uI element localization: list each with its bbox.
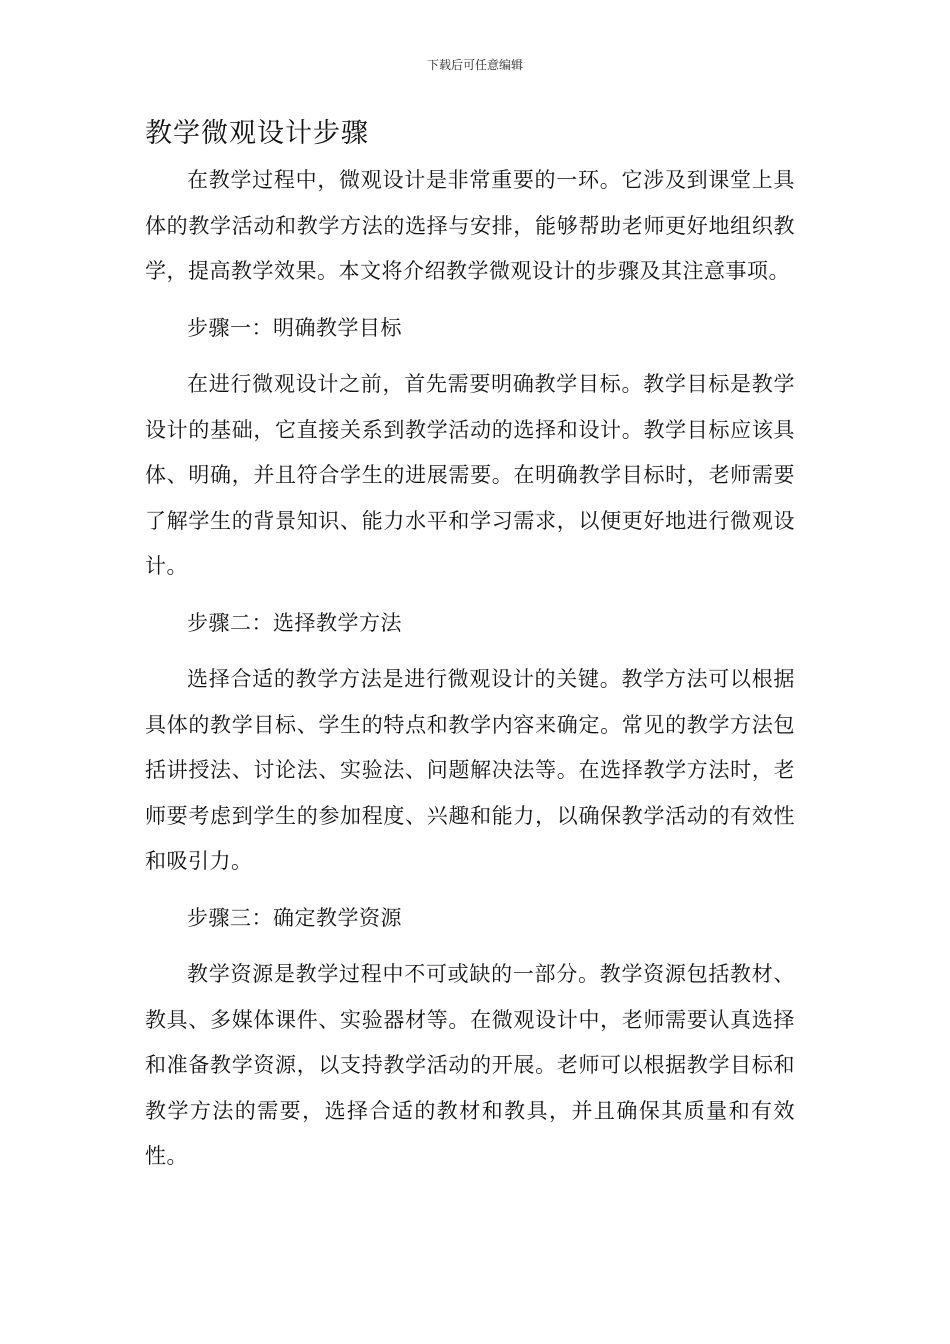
step-3-heading: 步骤三：确定教学资源	[187, 905, 402, 930]
step-1-heading: 步骤一：明确教学目标	[187, 315, 402, 340]
step-3-paragraph: 教学资源是教学过程中不可或缺的一部分。教学资源包括教材、教具、多媒体课件、实验器材等。在微观设计中，老师需要认真选择和准备教学资源，以支持教学活动的开展。老师可以根据教学目标和教学方法的需要，选择合适的教材和教具，并且确保其质量和有效性。	[145, 962, 795, 1168]
step-1-paragraph: 在进行微观设计之前，首先需要明确教学目标。教学目标是教学设计的基础，它直接关系到教学活动的选择和设计。教学目标应该具体、明确，并且符合学生的进展需要。在明确教学目标时，老师需要了解学生的背景知识、能力水平和学习需求，以便更好地进行微观设计。	[145, 372, 795, 578]
intro-paragraph: 在教学过程中，微观设计是非常重要的一环。它涉及到课堂上具体的教学活动和教学方法的选择与安排，能够帮助老师更好地组织教学，提高教学效果。本文将介绍教学微观设计的步骤及其注意事项。	[145, 168, 795, 283]
step-2-paragraph: 选择合适的教学方法是进行微观设计的关键。教学方法可以根据具体的教学目标、学生的特点和教学内容来确定。常见的教学方法包括讲授法、讨论法、实验法、问题解决法等。在选择教学方法时，老师要考虑到学生的参加程度、兴趣和能力，以确保教学活动的有效性和吸引力。	[145, 667, 795, 873]
document-title: 教学微观设计步骤	[145, 118, 369, 149]
step-2-heading: 步骤二：选择教学方法	[187, 610, 402, 635]
document-body	[145, 112, 795, 1191]
page-header: 下载后可任意编辑	[426, 58, 523, 72]
